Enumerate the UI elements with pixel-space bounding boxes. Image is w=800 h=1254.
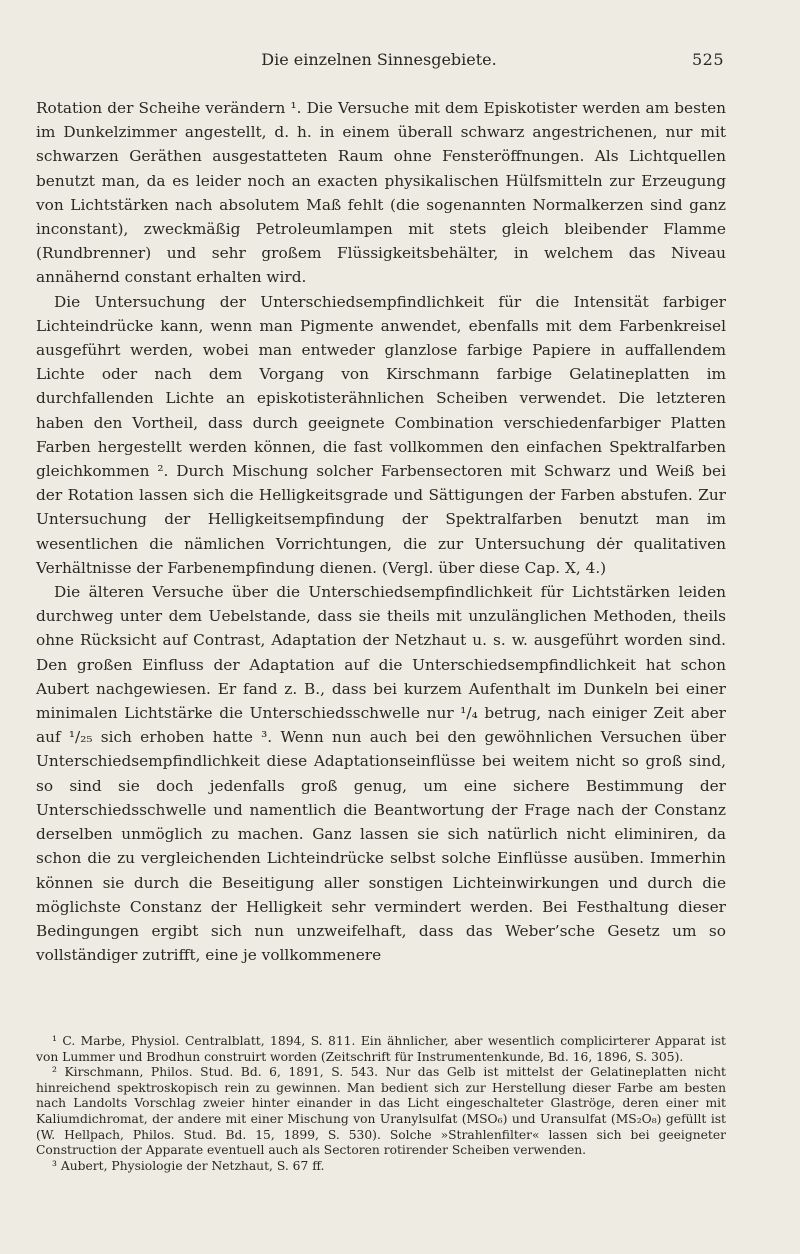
footnote: ² Kirschmann, Philos. Stud. Bd. 6, 1891, S. 543. Nur das Gelb ist mittelst der Gelatineplatten nicht hinreichend spektroskopisch rein zu gewinnen. Man bedient sich zur Herstellung dieser Farbe am besten nach Landolts Vorschlag zweier hinter einander in das Licht eingeschalteter Glaströge, deren einer mit Kaliumdichromat, der andere mit einer Mischung von Uranylsulfat (MSO₆) und Uransulfat (MS₂O₈) gefüllt ist (W. Hellpach, Philos. Stud. Bd. 15, 1899, S. 530). Solche »Strahlenfilter« lassen sich bei geeigneter Construction der Apparate eventuell auch als Sectoren rotirender Scheiben verwenden. [36,1065,726,1158]
paragraph: Die Untersuchung der Unterschiedsempfindlichkeit für die Intensität farbiger Lichteindrücke kann, wenn man Pigmente anwendet, ebenfalls mit dem Farbenkreisel ausgeführt werden, wobei man entweder glanzlose farbige Papiere in auffallendem Lichte oder nach dem Vorgang von Kirschmann farbige Gelatineplatten im durchfallenden Lichte an episkotisterähnlichen Scheiben verwendet. Die letzteren haben den Vortheil, dass durch geeignete Combination verschiedenfarbiger Platten Farben hergestellt werden können, die fast vollkommen den einfachen Spektralfarben gleichkommen ². Durch Mischung solcher Farbensectoren mit Schwarz und Weiß bei der Rotation lassen sich die Helligkeitsgrade und Sättigungen der Farben abstufen. Zur Untersuchung der Helligkeitsempfindung der Spektralfarben benutzt man im wesentlichen die nämlichen Vorrichtungen, die zur Untersuchung dėr qualitativen Verhältnisse der Farbenempfindung dienen. (Vergl. über diese Cap. X, 4.) [36,292,726,577]
footnotes [36,1034,726,1174]
page-header [34,50,724,70]
body-text [36,96,726,967]
paragraph: Die älteren Versuche über die Unterschiedsempfindlichkeit für Lichtstärken leiden durchweg unter dem Uebelstande, dass sie theils mit unzulänglichen Methoden, theils ohne Rücksicht auf Contrast, Adaptation der Netzhaut u. s. w. ausgeführt worden sind. Den großen Einfluss der Adaptation auf die Unterschiedsempfindlichkeit hat schon Aubert nachgewiesen. Er fand z. B., dass bei kurzem Aufenthalt im Dunkeln bei einer minimalen Lichtstärke die Unterschiedsschwelle nur ¹/₄ betrug, nach einiger Zeit aber auf ¹/₂₅ sich erhoben hatte ³. Wenn nun auch bei den gewöhnlichen Versuchen über Unterschiedsempfindlichkeit diese Adaptationseinflüsse bei weitem nicht so groß sind, so sind sie doch jedenfalls groß genug, um eine sichere Bestimmung der Unterschiedsschwelle und namentlich die Beantwortung der Frage nach der Constanz derselben unmöglich zu machen. Ganz lassen sie sich natürlich nicht eliminiren, da schon die zu vergleichenden Lichteindrücke selbst solche Einflüsse ausüben. Immerhin können sie durch die Beseitigung aller sonstigen Lichteinwirkungen und durch die möglichste Constanz der Helligkeit sehr vermindert werden. Bei Festhaltung dieser Bedingungen ergibt sich nun unzweifelhaft, dass das Weber’sche Gesetz um so vollständiger zutrifft, eine je vollkommenere [36,583,726,965]
page-number: 525 [691,50,724,69]
running-title: Die einzelnen Sinnesgebiete. [261,50,497,69]
footnote: ¹ C. Marbe, Physiol. Centralblatt, 1894, S. 811. Ein ähnlicher, aber wesentlich complicirterer Apparat ist von Lummer und Brodhun construirt worden (Zeitschrift für Instrumentenkunde, Bd. 16, 1896, S. 305). [36,1034,726,1064]
footnote: ³ Aubert, Physiologie der Netzhaut, S. 67 ff. [52,1158,325,1173]
paragraph: Rotation der Scheihe verändern ¹. Die Versuche mit dem Episkotister werden am besten im Dunkelzimmer angestellt, d. h. in einem überall schwarz angestrichenen, nur mit schwarzen Geräthen ausgestatteten Raum ohne Fensteröffnungen. Als Lichtquellen benutzt man, da es leider noch an exacten physikalischen Hülfsmitteln zur Erzeugung von Lichtstärken nach absolutem Maß fehlt (die sogenannten Normalkerzen sind ganz inconstant), zweckmäßig Petroleumlampen mit stets gleich bleibender Flamme (Rundbrenner) und sehr großem Flüssigkeitsbehälter, in welchem das Niveau annähernd constant erhalten wird. [36,99,726,287]
